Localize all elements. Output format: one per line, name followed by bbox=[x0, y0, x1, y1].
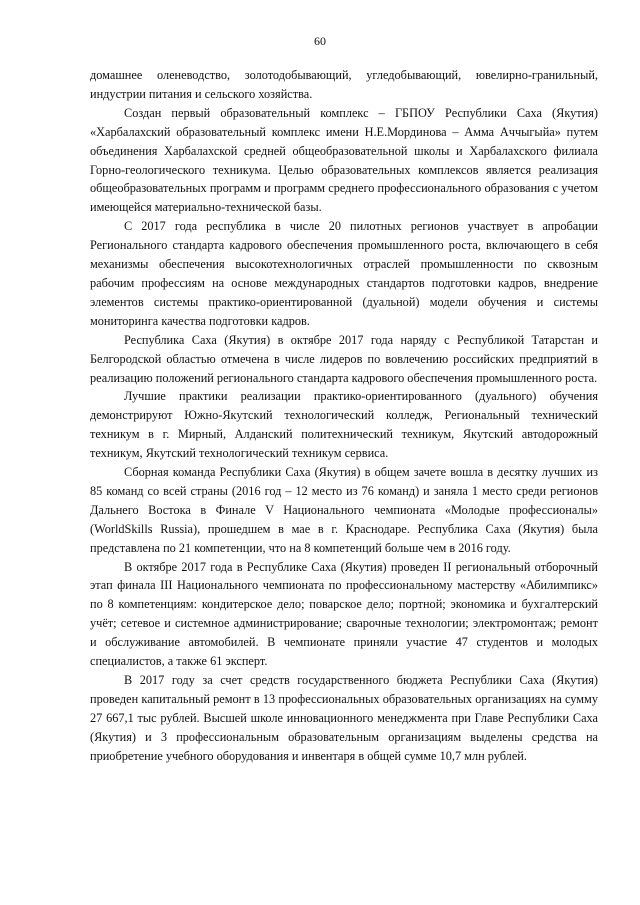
paragraph: Лучшие практики реализации практико-ориентированного (дуального) обучения демонстрируют Южно-Якутский технологический колледж, Региональный технический техникум в г. Мирный, Алданский политехнический техникум, Якутский автодорожный техникум, Якутский технологический техникум сервиса. bbox=[90, 389, 598, 461]
paragraph: Создан первый образовательный комплекс – ГБПОУ Республики Саха (Якутия) «Харбалахский образовательный комплекс имени Н.Е.Мординова – Амма Аччыгыйа» путем объединения Харбалахской средней общеобразовательной школы и Харбалахского филиала Горно-геологического техникума. Целью образовательных комплексов является реализация общеобразовательных программ и программ среднего профессионального образования с учетом имеющейся материально-технической базы. bbox=[90, 105, 598, 215]
paragraph: Республика Саха (Якутия) в октябре 2017 года наряду с Республикой Татарстан и Белгородской областью отмечена в числе лидеров по вовлечению российских предприятий в реализацию положений регионального стандарта кадрового обеспечения промышленного роста. bbox=[90, 332, 598, 385]
paragraph: домашнее оленеводство, золотодобывающий, угледобывающий, ювелирно-гранильный, индустрии питания и сельского хозяйства. bbox=[90, 68, 598, 101]
document-body bbox=[90, 66, 598, 766]
page-number: 60 bbox=[314, 34, 326, 48]
paragraph: С 2017 года республика в числе 20 пилотных регионов участвует в апробации Регионального стандарта кадрового обеспечения промышленного роста, включающего в себя механизмы обеспечения высокотехнологичных отраслей промышленности по сквозным рабочим профессиям на основе международных стандартов подготовки кадров, внедрение элементов системы практико-ориентированной (дуальной) модели обучения и системы мониторинга качества подготовки кадров. bbox=[90, 219, 598, 328]
paragraph: В октябре 2017 года в Республике Саха (Якутия) проведен II региональный отборочный этап финала III Национального чемпионата по профессиональному мастерству «Абилимпикс» по 8 компетенциям: кондитерское дело; поварское дело; портной; экономика и бухгалтерский учёт; сетевое и системное администрирование; сварочные технологии; электромонтаж; ремонт и обслуживание автомобилей. В чемпионате приняли участие 47 студентов и молодых специалистов, а также 61 эксперт. bbox=[90, 559, 598, 669]
paragraph: В 2017 году за счет средств государственного бюджета Республики Саха (Якутия) проведен капитальный ремонт в 13 профессиональных образовательных организациях на сумму 27 667,1 тыс рублей. Высшей школе инновационного менеджмента при Главе Республики Саха (Якутия) и 3 профессиональным образовательным организациям выделены средства на приобретение учебного оборудования и инвентаря в общей сумме 10,7 млн рублей. bbox=[90, 673, 598, 763]
paragraph: Сборная команда Республики Саха (Якутия) в общем зачете вошла в десятку лучших из 85 команд со всей страны (2016 год – 12 место из 76 команд) и заняла 1 место среди регионов Дальнего Востока в Финале V Национального чемпионата «Молодые профессионалы» (WorldSkills Russia), прошедшем в мае в г. Краснодаре. Республика Саха (Якутия) была представлена по 21 компетенции, что на 8 компетенций больше чем в 2016 году. bbox=[90, 465, 598, 555]
